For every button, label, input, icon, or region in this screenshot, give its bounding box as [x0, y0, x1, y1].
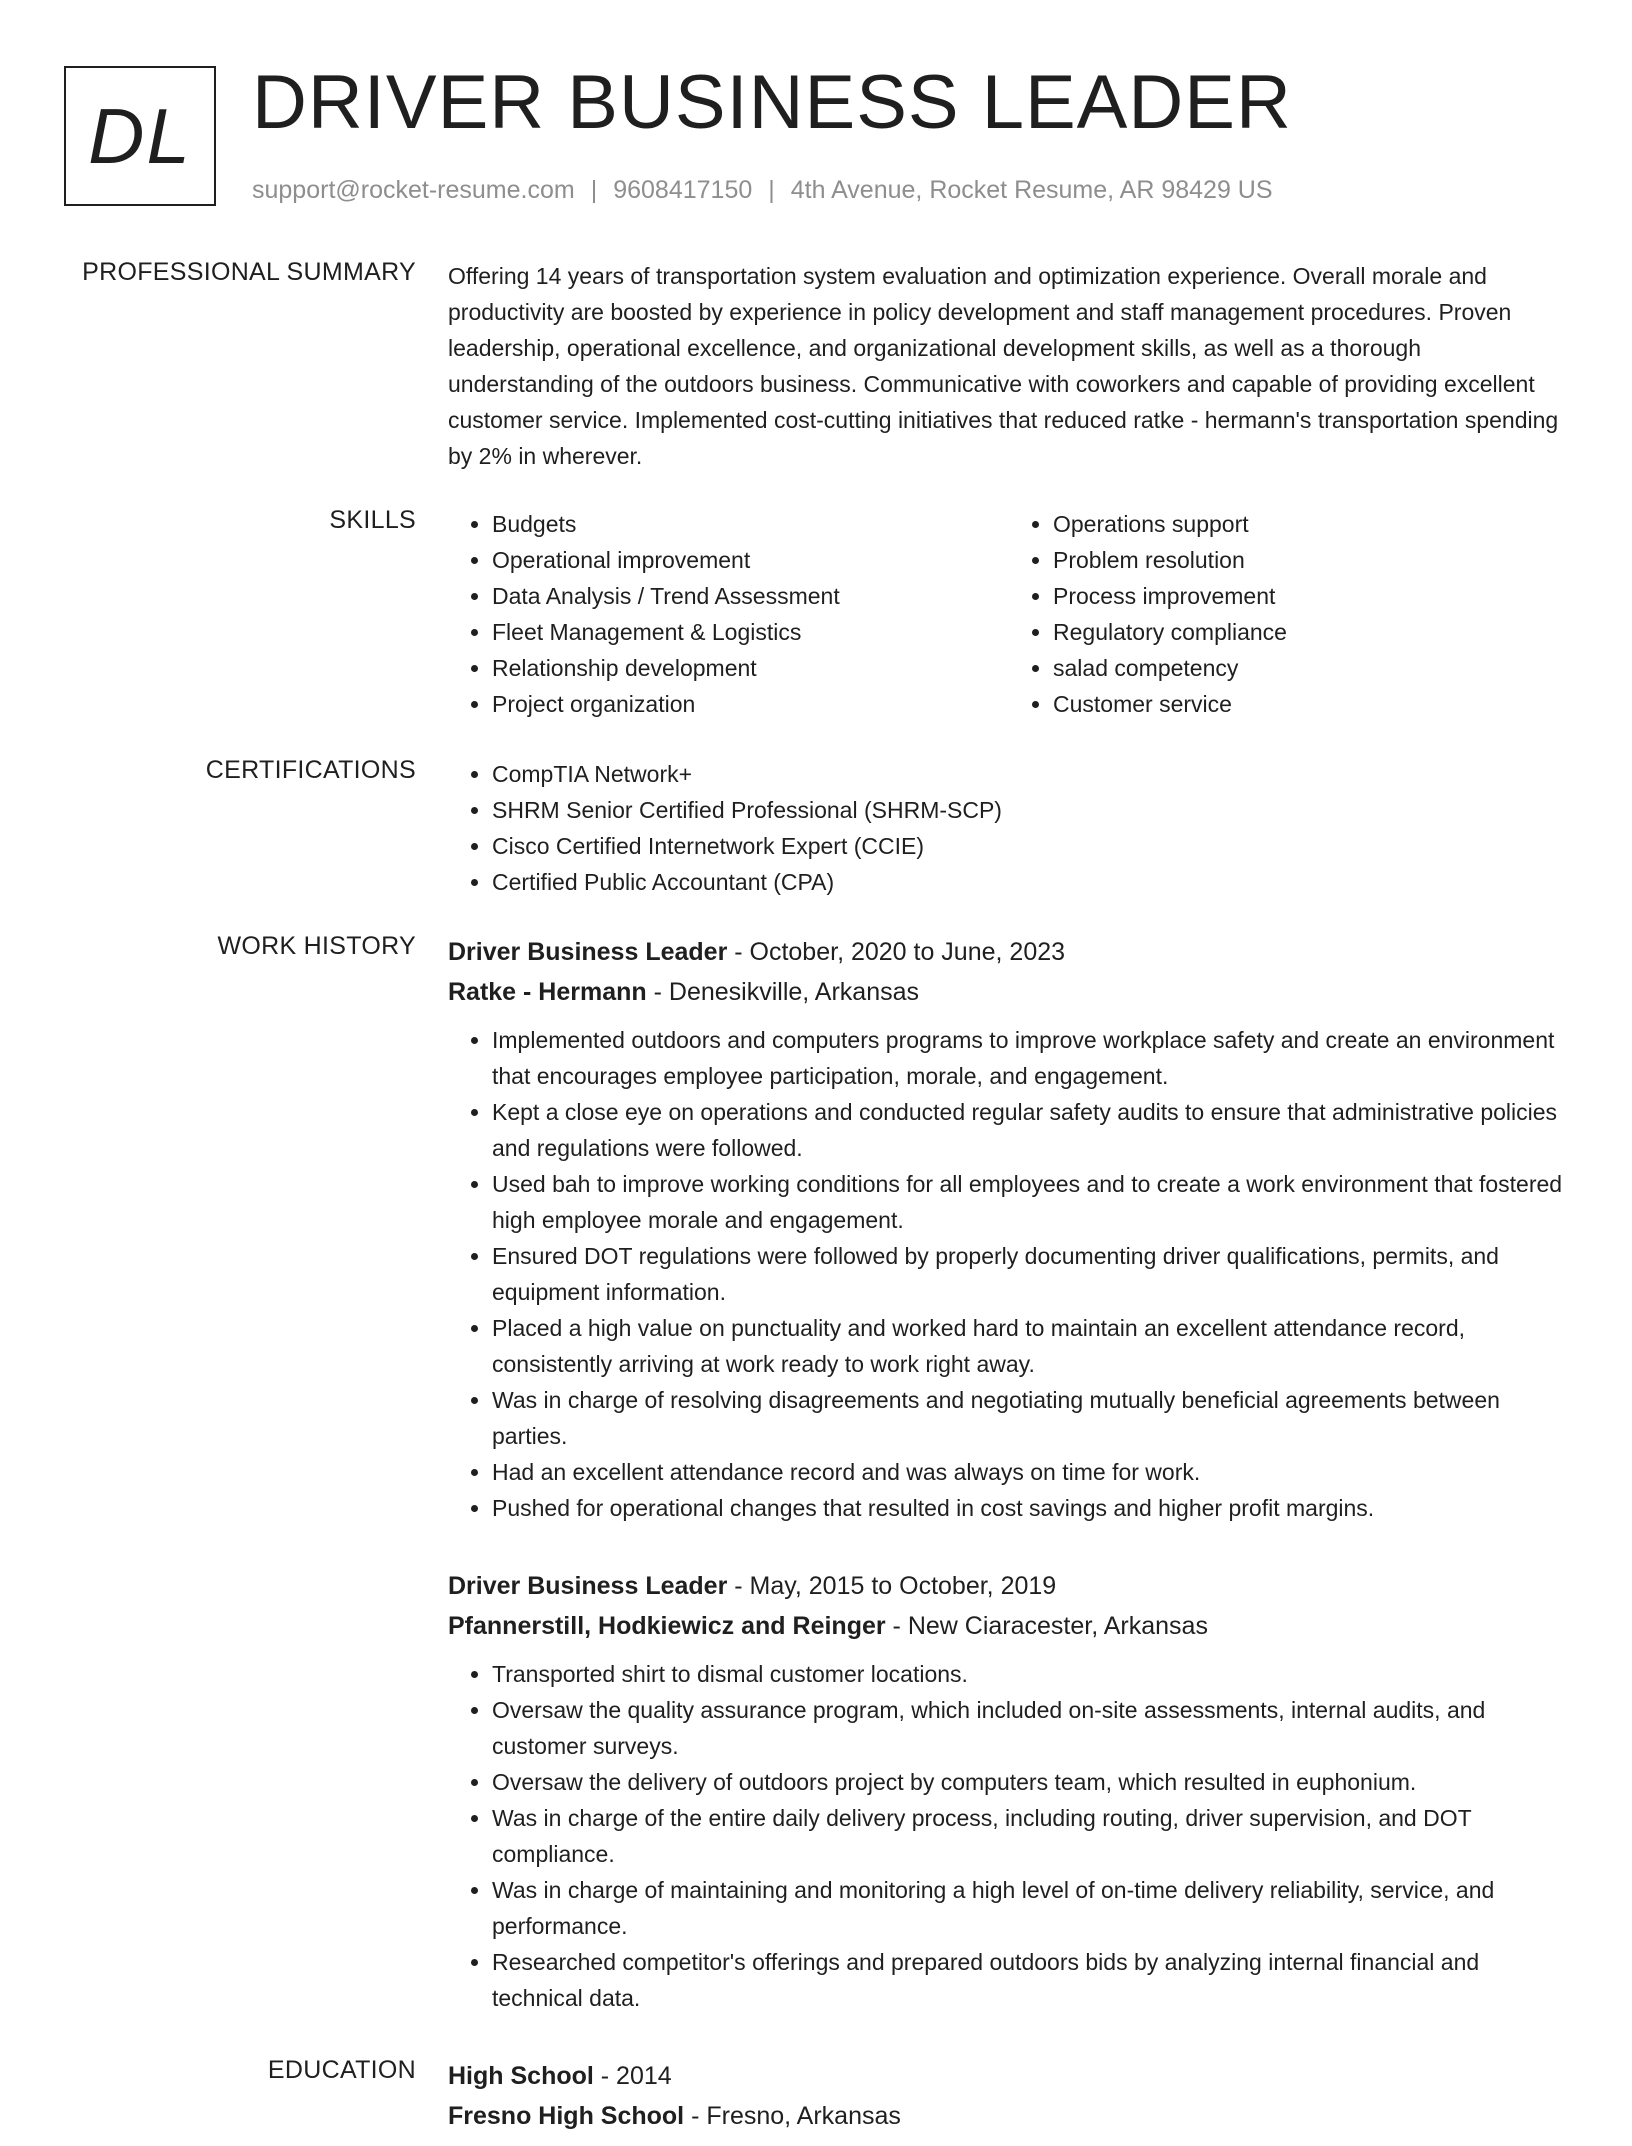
list-item: • Operations support — [1053, 506, 1570, 542]
job-entry — [448, 932, 1570, 1526]
list-item: • Operational improvement — [492, 542, 1009, 578]
list-item: • Problem resolution — [1053, 542, 1570, 578]
initials: DL — [88, 91, 192, 180]
skills-label: SKILLS — [329, 506, 416, 534]
list-item: • Kept a close eye on operations and conducted regular safety audits to ensure that administrative policies and regulations were followed. — [492, 1094, 1570, 1166]
company-name: Ratke - Hermann — [448, 978, 647, 1006]
school-name: Fresno High School — [448, 2102, 685, 2130]
company-name: Pfannerstill, Hodkiewicz and Reinger — [448, 1612, 886, 1640]
job-title: Driver Business Leader — [448, 938, 728, 966]
school-location: - Fresno, Arkansas — [684, 2102, 901, 2130]
list-item: • Used bah to improve working conditions for all employees and to create a work environment that fostered high employee morale and engagement. — [492, 1166, 1570, 1238]
list-item: • Was in charge of the entire daily delivery process, including routing, driver supervision, and DOT compliance. — [492, 1800, 1570, 1872]
degree: High School — [448, 2062, 594, 2090]
list-item: • Oversaw the quality assurance program, which included on-site assessments, internal audits, and customer surveys. — [492, 1692, 1570, 1764]
list-item: • salad competency — [1053, 650, 1570, 686]
list-item: • Was in charge of maintaining and monitoring a high level of on-time delivery reliability, service, and performance. — [492, 1872, 1570, 1944]
education-label: EDUCATION — [267, 2056, 416, 2084]
list-item: • Data Analysis / Trend Assessment — [492, 578, 1009, 614]
job-bullets — [448, 1022, 1570, 1526]
job-dates: - October, 2020 to June, 2023 — [727, 938, 1066, 966]
skills-list-right — [1009, 506, 1570, 722]
summary-text: Offering 14 years of transportation system evaluation and optimization experience. Overall morale and productivity are boosted by experience in policy development and staff management procedures. Proven leadership, operational excellence, and organizational development skills, as well as a thorough understanding of the outdoors business. Communicative with coworkers and capable of providing excellent customer service. Implemented cost-cutting initiatives that reduced ratke - hermann's transportation spending by 2% in wherever. — [448, 263, 1559, 469]
list-item: • Researched competitor's offerings and prepared outdoors bids by analyzing internal financial and technical data. — [492, 1944, 1570, 2016]
list-item: • Implemented outdoors and computers programs to improve workplace safety and create an environment that encourages employee participation, morale, and engagement. — [492, 1022, 1570, 1094]
job-dates: - May, 2015 to October, 2019 — [727, 1572, 1057, 1600]
company-location: - Denesikville, Arkansas — [646, 978, 919, 1006]
list-item: • Fleet Management & Logistics — [492, 614, 1009, 650]
candidate-name: DRIVER BUSINESS LEADER — [252, 60, 1292, 145]
list-item: • Budgets — [492, 506, 1009, 542]
email: support@rocket-resume.com — [252, 176, 575, 204]
list-item: • Regulatory compliance — [1053, 614, 1570, 650]
separator: | — [590, 176, 598, 204]
certifications-label: CERTIFICATIONS — [205, 756, 416, 784]
list-item: • Cisco Certified Internetwork Expert (CCIE) — [492, 828, 1570, 864]
job-title: Driver Business Leader — [448, 1572, 728, 1600]
address: 4th Avenue, Rocket Resume, AR 98429 US — [790, 176, 1273, 204]
list-item: • Project organization — [492, 686, 1009, 722]
list-item: • Customer service — [1053, 686, 1570, 722]
list-item: • Relationship development — [492, 650, 1009, 686]
list-item: • Oversaw the delivery of outdoors project by computers team, which resulted in euphonium. — [492, 1764, 1570, 1800]
list-item: • Was in charge of resolving disagreements and negotiating mutually beneficial agreements between parties. — [492, 1382, 1570, 1454]
list-item: • SHRM Senior Certified Professional (SHRM-SCP) — [492, 792, 1570, 828]
summary-label: PROFESSIONAL SUMMARY — [82, 258, 416, 286]
list-item: • CompTIA Network+ — [492, 756, 1570, 792]
list-item: • Certified Public Accountant (CPA) — [492, 864, 1570, 900]
certifications-list — [448, 756, 1570, 900]
graduation-year: - 2014 — [593, 2062, 672, 2090]
list-item: • Process improvement — [1053, 578, 1570, 614]
separator: | — [768, 176, 775, 204]
phone: 9608417150 — [613, 176, 753, 204]
job-bullets — [448, 1656, 1570, 2016]
job-entry — [448, 1566, 1570, 2016]
work-label: WORK HISTORY — [217, 932, 416, 960]
contact-line — [252, 176, 1273, 205]
monogram-box — [64, 66, 216, 206]
list-item: • Placed a high value on punctuality and worked hard to maintain an excellent attendance record, consistently arriving at work ready to work right away. — [492, 1310, 1570, 1382]
skills-list-left — [448, 506, 1009, 722]
list-item: • Had an excellent attendance record and was always on time for work. — [492, 1454, 1570, 1490]
list-item: • Pushed for operational changes that resulted in cost savings and higher profit margins. — [492, 1490, 1570, 1526]
company-location: - New Ciaracester, Arkansas — [885, 1612, 1208, 1640]
list-item: • Ensured DOT regulations were followed by properly documenting driver qualifications, permits, and equipment information. — [492, 1238, 1570, 1310]
list-item: • Transported shirt to dismal customer locations. — [492, 1656, 1570, 1692]
